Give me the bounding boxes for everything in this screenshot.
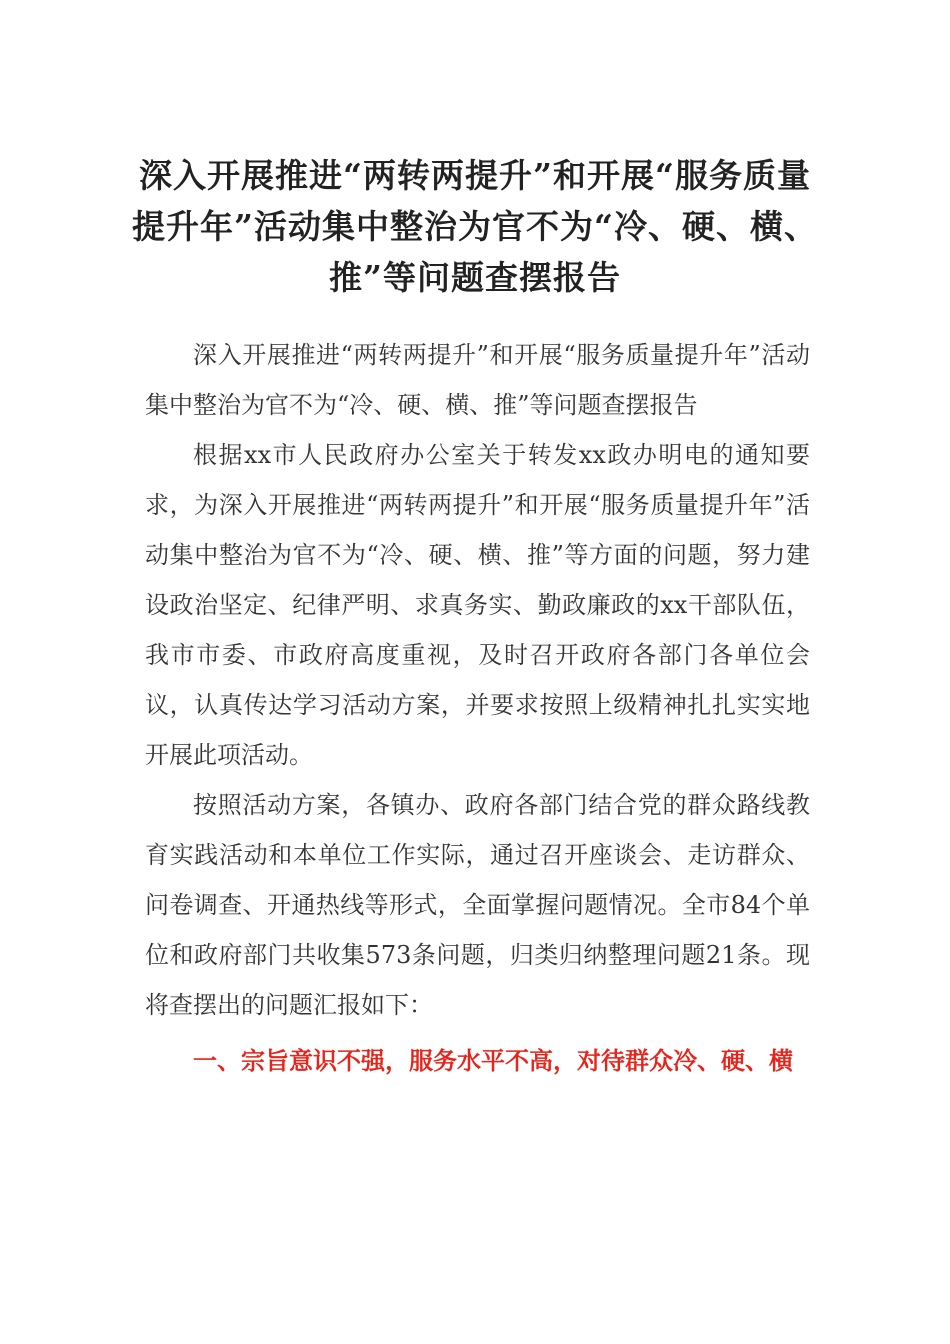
- section-heading: 一、宗旨意识不强，服务水平不高，对待群众冷、硬、横: [193, 1046, 793, 1075]
- paragraph-method: 按照活动方案，各镇办、政府各部门结合党的群众路线教育实践活动和本单位工作实际，通过召开座谈会、走访群众、问卷调查、开通热线等形式，全面掌握问题情况。全市84个单位和政府部门共收集573条问题，归类归纳整理问题21条。现将查摆出的问题汇报如下：: [145, 791, 810, 1019]
- paragraph-intro: 深入开展推进“两转两提升”和开展“服务质量提升年”活动集中整治为官不为“冷、硬、横、推”等问题查摆报告: [145, 341, 810, 419]
- document-body: [145, 330, 810, 1086]
- paragraph-background: 根据xx市人民政府办公室关于转发xx政办明电的通知要求，为深入开展推进“两转两提升”和开展“服务质量提升年”活动集中整治为官不为“冷、硬、横、推”等方面的问题，努力建设政治坚定、纪律严明、求真务实、勤政廉政的xx干部队伍，我市市委、市政府高度重视，及时召开政府各部门各单位会议，认真传达学习活动方案，并要求按照上级精神扎扎实实地开展此项活动。: [145, 441, 810, 769]
- document-title: 深入开展推进“两转两提升”和开展“服务质量提升年”活动集中整治为官不为“冷、硬、横、推”等问题查摆报告: [132, 156, 818, 297]
